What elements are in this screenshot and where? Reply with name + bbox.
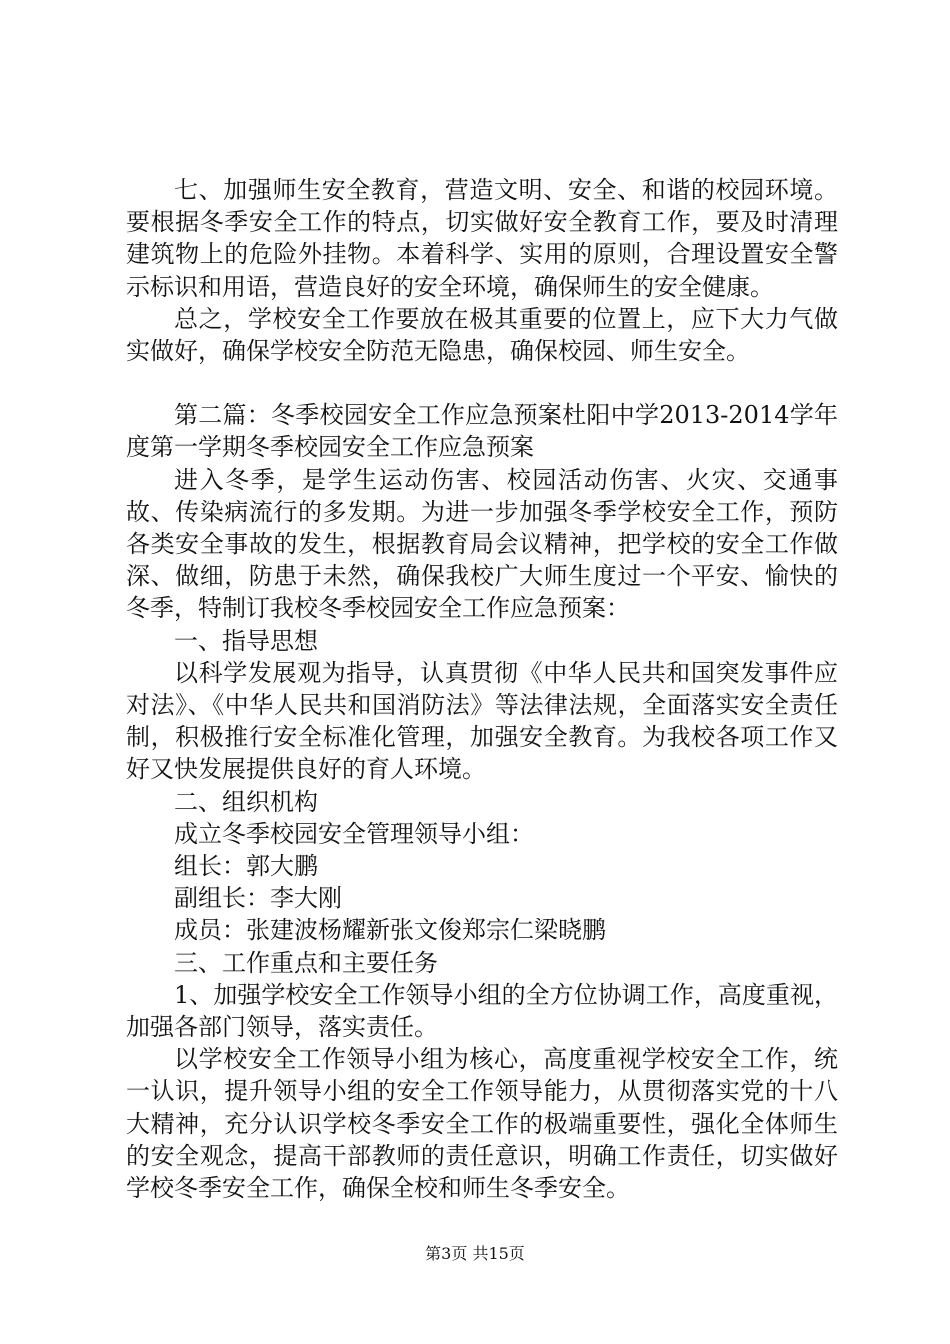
paragraph-task-one-detail: 以学校安全工作领导小组为核心，高度重视学校安全工作，统一认识，提升领导小组的安全工作领导能力，从贯彻落实党的十八大精神，充分认识学校冬季安全工作的极端重要性，强化全体师生的安全观念，提高干部教师的责任意识，明确工作责任，切实做好学校冬季安全工作，确保全校和师生冬季安全。 — [126, 1045, 838, 1203]
paragraph-guiding-thought: 以科学发展观为指导，认真贯彻《中华人民共和国突发事件应对法》、《中华人民共和国消防法》等法律法规，全面落实安全责任制，积极推行安全标准化管理，加强安全教育。为我校各项工作又好又快发展提供良好的育人环境。 — [126, 658, 838, 784]
page-number-footer: 第3页 共15页 — [425, 1244, 525, 1263]
heading-guiding-thought: 一、指导思想 — [174, 626, 318, 655]
paragraph-deputy-leader: 副组长：李大刚 — [174, 884, 342, 913]
paragraph-task-one: 1、加强学校安全工作领导小组的全方位协调工作，高度重视，加强各部门领导，落实责任。 — [126, 980, 838, 1042]
paragraph-members: 成员：张建波杨耀新张文俊郑宗仁梁晓鹏 — [174, 916, 606, 945]
paragraph-section-seven: 七、加强师生安全教育，营造文明、安全、和谐的校园环境。要根据冬季安全工作的特点，切实做好安全教育工作，要及时清理建筑物上的危险外挂物。本着科学、实用的原则，合理设置安全警示标识和用语，营造良好的安全环境，确保师生的安全健康。 — [126, 176, 838, 301]
document-body — [126, 174, 838, 1204]
heading-organization: 二、组织机构 — [174, 787, 318, 816]
paragraph-intro: 进入冬季，是学生运动伤害、校园活动伤害、火灾、交通事故、传染病流行的多发期。为进一步加强冬季学校安全工作，预防各类安全事故的发生，根据教育局会议精神，把学校的安全工作做深、做细，防患于未然，确保我校广大师生度过一个平安、愉快的冬季，特制订我校冬季校园安全工作应急预案： — [126, 465, 838, 623]
paragraph-leader: 组长：郭大鹏 — [174, 852, 318, 881]
chapter-two-heading: 第二篇：冬季校园安全工作应急预案杜阳中学2013-2014学年度第一学期冬季校园安全工作应急预案 — [126, 401, 838, 462]
paragraph-leadership-group: 成立冬季校园安全管理领导小组： — [174, 819, 534, 848]
heading-key-tasks: 三、工作重点和主要任务 — [174, 948, 438, 977]
paragraph-summary: 总之，学校安全工作要放在极其重要的位置上，应下大力气做实做好，确保学校安全防范无隐患，确保校园、师生安全。 — [126, 304, 838, 366]
paragraph-spacer — [126, 367, 838, 399]
